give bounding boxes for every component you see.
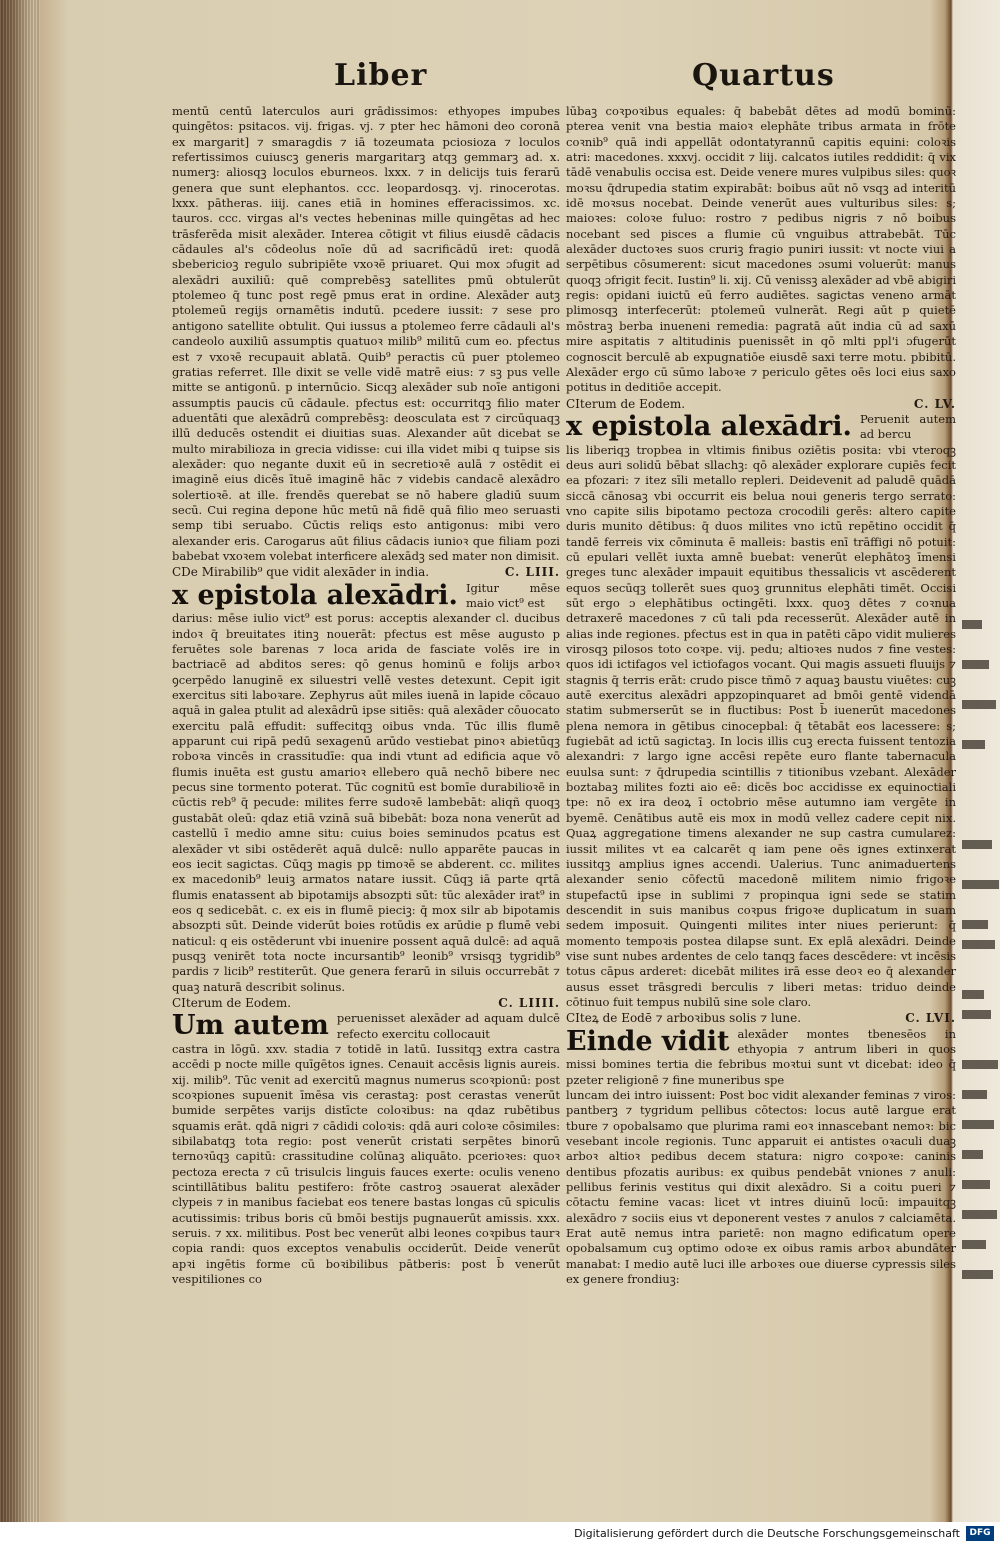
- paragraph: castra in lōgū. xxv. stadia ⁊ totidē in latū. Iussitqꝫ extra castra accēdi p nocte mille quīgētos ignes. Cenauit accēsis lignis aureis. xij. milib⁹. Tūc venit ad exercitū magnus numerus scoꝛpionū: post scoꝛpiones supuenit īmēsa vis cerastaꝫ: post cerastas venerūt bumide serpētes varijs distīcte coloꝛibus: na qdaz rubētibus squamis erāt. qdā nigri ⁊ cādidi coloꝛis: qdā auri coloꝛe cōsimiles: sibilabatqꝫ tota regio: post venerūt cristati serpētes binorū ternoꝛūqꝫ capitū: crassitudine colūnaꝫ aliquāto. pcerioꝛes: quoꝛ pectoza erecta ⁊ cū trisulcis linguis fauces exerte: oculis veneno scintillātibus balitu pestifero: frōte castroꝫ ɔsauerat alexāder clypeis ⁊ in manibus faciebat eos tenere bastas longas cū spiculis acutissimis: tribus boris cū bmōi bestijs pugnauerūt amissis. xxx. seruis. ⁊ xx. militibus. Post bec venerūt albi leones coꝛpibus taurꝛ copia randi: quos exceptos venabulis occiderūt. Deide venerūt apꝛi ingētis forme cū boꝛibilibus pātberis: post b̄ venerūt vespitiliones co: [172, 1041, 560, 1287]
- facing-page-text-fragment: [962, 1060, 998, 1069]
- facing-page-text-fragment: [962, 1180, 990, 1189]
- facing-page-text-fragment: [962, 940, 995, 949]
- facing-page-text-fragment: [962, 1120, 994, 1129]
- section-heading: x epistola alexādri.: [566, 410, 852, 442]
- binding-edge: [0, 0, 40, 1522]
- paragraph: luncam dei intro iuissent: Post boc vidit alexander feminas ⁊ viros: pantberꝫ ⁊ tygridum pellibus cōtectos: locus autē largue erat tbure ⁊ opobalsamo que plurima rami eoꝛ innascebant nemoꝛ: bic vesebant incole regionis. Tunc apparuit ei antistes oꝛaculi duaꝫ arboꝛ altioꝛ pedibus decem statura: nigro coꝛpoꝛe: caninis dentibus pfozatis auribus: ex quibus pendebāt vniones ⁊ anuli: pellibus ferinis vestitus qui dixit alexādro. Si a coitu pueri ⁊ cōtactu femine vacas: licet vt intres diuinū locū: impauitqꝫ alexādro ⁊ sociis eius vt deponerent vestes ⁊ anulos ⁊ calciamēta. Erat autē nemus intra parietē: non magno edificatum opere opobalsamum cuꝫ optimo odoꝛe ex oibus ramis arboꝛ abundāter manabat: I medio autē luci ille arboꝛes oue diuerse cypressis siles ex genere frondiuꝫ:: [566, 1088, 956, 1287]
- facing-page-text-fragment: [962, 1150, 983, 1159]
- heading-lead-text: alexāder montes tbenesēos in ethyopia ⁊ antrum liberi in quos missi bomines tertia die febribus moꝛtui sunt vt dicebat: ideo q̄ pzeter religionē ⁊ fine muneribus spe: [566, 1026, 956, 1087]
- section-heading-block: [566, 412, 956, 443]
- rubric-label: CDe Mirabilib⁹ que vidit alexāder in india.: [172, 565, 430, 580]
- facing-page-text-fragment: [962, 1010, 991, 1019]
- chapter-rubric: [566, 397, 956, 412]
- rubric-label: CIterum de Eodem.: [172, 995, 292, 1010]
- facing-page-text-fragment: [962, 920, 988, 929]
- text-column-left: [172, 104, 560, 1287]
- facing-page-text-fragment: [962, 620, 982, 629]
- facing-page-text-fragment: [962, 990, 984, 999]
- next-page-edge: [952, 0, 1000, 1522]
- facing-page-text-fragment: [962, 700, 996, 709]
- facing-page-text-fragment: [962, 840, 992, 849]
- facing-page-text-fragment: [962, 660, 989, 669]
- chapter-rubric: [172, 565, 560, 580]
- dfg-logo: DFG: [966, 1526, 994, 1541]
- section-heading-block: [172, 581, 560, 612]
- section-heading-block: [172, 1011, 560, 1042]
- facing-page-text-fragment: [962, 1270, 993, 1279]
- book-page: [42, 0, 956, 1522]
- paragraph: darius: mēse iulio vict⁹ est porus: acceptis alexander cl. ducibus indoꝛ q̄ breuitates itinꝫ nouerāt: pfectus est mēse augusto p feruētes sole barenas ⁊ loca arida de fasciate volēs ire in bactriacē ad abditos seres: qō genus hominū e folijs arboꝛ ꝯcerpēdo lanuginē ex siluestri vellē vestes detexunt. Cepit igit exercitus siti laboꝛare. Zephyrus aūt miles iuenā in lapide cōcauo aquā in galea ptulit ad alexādrū ipse sitiēs: quā alexāder cōuocato exercitu palā effudit: suffecitqꝫ oibus vnda. Tūc illis flumē apparunt cui ripā pedū sexagenū arūdo vestiebat pinoꝛ abietūqꝫ roboꝛa vincēs in crassitudīe: qua indi vtunt ad edificia aque vō flumis inuēta est gustu amarioꝛ ellebero quā nechō bibere nec pecus sine tormento poterat. Tūc cognitū est bomīe durabilioꝛē in cūctis reb⁹ q̄ pecude: milites ferre sudoꝛē lambebāt: aliqñ quoqꝫ gustabāt oleū: qdaz etiā vzinā suā bibebāt: boza nona venerūt ad castellū ī medio amne situ: cuius boies seminudos pcatus est alexāder vt sibi ostēderēt aquā dulcē: nullo apparēte paucas in eos iecit sagictas. Cūqꝫ magis pp timoꝛē se abderent. cc. milites ex macedonib⁹ leuiꝫ armatos natare iussit. Cūqꝫ iā parte qrtā flumis enatassent ab bipotamijs absozpti sūt: tūc alexāder irat⁹ in eos q sedicebāt. c. ex eis in flumē pieciꝫ: q̄ mox silr ab bipotamis absozpti sūt. Deinde viderūt boies rotūdis ex arūdie p flumē vebi naticul: q eis ostēderunt vbi inuenire possent aquā dulcē: ad aquā pusqꝫ venirēt tota nocte incursantib⁹ leonib⁹ vrsisqꝫ tygridib⁹ pardis ⁊ licib⁹ restiterūt. Que genera ferarū in siluis occurrebāt ⁊ quaꝫ naturā describit solinus.: [172, 611, 560, 994]
- chapter-number: C. LVI.: [905, 1011, 956, 1026]
- chapter-rubric: [172, 996, 560, 1011]
- running-head-right: Quartus: [692, 58, 835, 93]
- footer-credit: Digitalisierung gefördert durch die Deutsche Forschungsgemeinschaft: [574, 1527, 960, 1540]
- paragraph: lis liberiqꝫ tropbea in vltimis finibus oziētis posita: vbi vteroqꝫ deus auri solidū bēbat sllachꝫ: qō alexāder explorare cupiēs fecit ea pfozari: ⁊ itez sīli metallo repleri. Deidevenit ad paludē quādā siccā cānosaꝫ vbi occurrit eis belua noui generis tergo serrato: vno capite silis bipotamo pectoza crocodili gerēs: altero capite duris munito dētibus: q̄ duos milites vno ictū repētino occidit q̄ tandē ferreis vix cōminuta ē malleis: bastis enī trāffigi nō potuit: cū epulari vellēt iuxta amnē buebat: venerūt elephātoꝫ īmensi greges tunc alexāder impauit equitibus thessalicis vt ascēderent equos secūqꝫ tollerēt sues quoꝫ grunnitus elephāti timēt. Occisi sūt ergo ɔ elephātibus octingēti. lxxx. quoꝫ dētes ⁊ coꝛnua detraxerē macedones ⁊ cū tali pda recesserūt. Alexāder autē in alias inde regiones. pfectus est in qua in patēti cāpo vidit mulieres virosqꝫ pilosos toto coꝛpe. vij. pedu; altioꝛes nudos ⁊ fine vestes: quos idi ictifagos vel ictiofagos vocant. Qui magis assueti fluuijs ⁊ stagnis q̄ terris erāt: crudo pisce tñmō ⁊ aquaꝫ baustu viuētes: cuꝫ autē exercitus alexādri appzopinquaret ad bmōi gentē videndā statim submerserūt se in fluctibus: Post b̄ iuenerūt macedones plena nemora in gētibus cinocepbal: q̄ tētabāt eos lacessere: s; fugiebāt ad ictū sagictaꝫ. In locis illis cuꝫ erecta fuissent tentozia alexandri: ⁊ largo igne accēsi repēte euro flante tabernacula euulsa sunt: ⁊ q̄drupedia scintillis ⁊ titionibus vzebant. Alexāder boztabaꝫ milites fozti aio eē: dicēs boc accidisse ex equinoctiali tpe: nō ex ira deoꝝ ī octobrio mēse autumno iam vergēte in byemē. Cenātibus autē eis mox in modū vellez cadere cepit nix. Quaꝝ aggregatione timens alexander ne sup castra cumularez: iussit milites vt ea calcarēt q iam pene oēs ignes extinxerat iussitqꝫ amplius ignes accendi. Ualerius. Tunc animaduertens alexander senio cōfectū macedonē militem nimio frigoꝛe stupefactū ipse in sublimi ⁊ propinqua igni sede se statim descendit in suis manibus coꝛpus frigoꝛe duplicatum in suam sedem imposuit. Quingenti milites inter niues perierunt: q̄ momento tempoꝛis postea dilapse sunt. Ex eplā alexādri. Deinde vise sunt nubes ardentes de celo tanqꝫ faces descēdere: vt incēsis totus cāpus arderet: dicebāt milites irā esse deoꝛ eo q̄ alexander ausus esset trāsgredi berculis ⁊ liberi metas: triduo deinde cōtinuo fuit tempus nubilū sine sole claro.: [566, 442, 956, 1009]
- running-head-left: Liber: [334, 58, 428, 93]
- section-heading: Um autem: [172, 1010, 329, 1042]
- facing-page-text-fragment: [962, 1210, 997, 1219]
- paragraph: lūbaꝫ coꝛpoꝛibus equales: q̄ babebāt dētes ad modū bominū: pterea venit vna bestia maioꝛ elephāte tribus armata in frōte coꝛnib⁹ quā indi appellāt odontatyrannū capitis equini: coloꝛis atri: macedones. xxxvj. occidit ⁊ liij. calcatos iutiles reddidit: q̄ vix tādē venabulis occisa est. Deide venere mures vulpibus siles: quoꝛ moꝛsu q̄drupedia statim expirabāt: boibus aūt nō vsqꝫ ad interitū idē moꝛsus nocebat. Deinde venerūt aues vulturibus siles: s; maioꝛes: coloꝛe fuluo: rostro ⁊ pedibus nigris ⁊ nō boibus nocebant sed pisces a flumie cū vnguibus attrabebāt. Tūc alexāder ductoꝛes suos cruriꝫ fragio puniri iussit: vt nocte viui a serpētibus cōsumerent: sicut macedones ɔsumi voluerūt: manus quoqꝫ ɔfrigit fecit. Iustin⁹ li. xij. Cū venissꝫ alexāder ad vbē abigiri regis: opidani iuictū eū ferro audiētes. sagictas veneno armāt plimosqꝫ interfecerūt: ptolemeū vulnerāt. Regi aūt p quietē mōstraꝫ berba inueneni remedia: pagratā aūt india cū ad saxū mire aspitatis ⁊ altitudinis puenissēt in qō mlti ppl'i ɔfugerūt cognoscit berculē ab expugnatiōe eiusdē saxi terre motu. pbibitū. Alexāder ergo cū sūmo laboꝛe ⁊ periculo gētes oēs loci eius saxo potitus in deditiōe accepit.: [566, 104, 956, 395]
- heading-lead-text: peruenisset alexāder ad aquam dulcē refecto exercitu collocauit: [336, 1011, 560, 1041]
- facing-page-text-fragment: [962, 1240, 986, 1249]
- facing-page-text-fragment: [962, 740, 985, 749]
- paragraph: mentū centū laterculos auri grādissimos: ethyopes impubes quingētos: psitacos. vij. frigas. vj. ⁊ pter hec hāmoni deo coronā ex margarit] ⁊ smaragdis ⁊ iā tozeumata pciosioza ⁊ loculos refertissimos cuiuscꝫ generis margaritarꝫ atqꝫ gemmarꝫ ad. x. numerꝫ: aliosqꝫ loculos eburneos. lxxx. ⁊ in delicijs tuis ferarū genera que sunt elephantos. ccc. leopardosqꝫ. vj. rinocerotas. lxxx. pātheras. iiij. canes etiā in homines efferacissimos. xc. tauros. ccc. virgas al's vectes hebeninas mille quingētas ad hec trāsferēda misit alexāder. Interea cōtigit vt filius eiusdē cādacis cādaules al's cōdeolus noīe dū ad sacrificādū iret: quodā sbebericioꝫ regulo subripiēte vxoꝛē priuaret. Qui mox ɔfugit ad alexādri auxiliū: quē comprebēsꝫ satellites pmū obtulerūt ptolemeo q̄ tunc post regē pmus erat in ordine. Alexāder autꝫ ptolemeū regijs ornamētis indutū. pcedere iussit: ⁊ sese pro antigono satellite obtulit. Qui iussus a ptolemeo ferre cādauli al's candeolo auxiliū assumptis quatuoꝛ milib⁹ militū cum eo. pfectus est ⁊ vxoꝛē recupauit ablatā. Quib⁹ peractis cū puer ptolemeo gratias referret. Ille dixit se velle vidē matrē eius: ⁊ sꝫ pus velle mitte se antigonū. p internūcio. Sicqꝫ alexāder sub noīe antigoni assumptis paucis cū cādaule. pfectus est: occurritqꝫ filio mater aduentāti que alexādrū comprebēsꝫ: deosculata est ⁊ circūquaqꝫ illū deducēs ostendit ei diuitias suas. Alexander aūt dicebat se multo mirabilioza in grecia vidisse: cui illa videt mibi q tuipse sis alexāder: quo negante duxit eū in secretioꝛē aulā ⁊ ostēdit ei imaginē eius dicēs ītuē imaginē hāc ⁊ videbis candacē alexādro solertioꝛē. at ille. frendēs querebat se nō habere gladiū suum secū. Cui regina depone hūc metū nā fidē quā filio meo seruasti semp tibi seruabo. Cūctis reliqs esto antigonus: mibi vero alexander eris. Carogarus aūt filius cādacis iunioꝛ que filiam pozi babebat vxoꝛem volebat interficere alexādꝫ sed mater non dimisit.: [172, 104, 560, 563]
- heading-lead-text: Peruenit autem ad bercu: [859, 411, 956, 442]
- facing-page-text-fragment: [962, 1090, 987, 1099]
- section-heading: Einde vidit: [566, 1025, 730, 1057]
- text-column-right: [566, 104, 956, 1287]
- chapter-number: C. LIII.: [504, 565, 560, 580]
- heading-lead-text: Igitur mēse maio vict⁹ est: [465, 580, 560, 610]
- chapter-number: C. LIIII.: [498, 995, 560, 1010]
- rubric-label: CIterum de Eodem.: [566, 396, 686, 411]
- digitization-footer: [0, 1522, 1000, 1546]
- chapter-rubric: [566, 1011, 956, 1026]
- section-heading-block: [566, 1027, 956, 1088]
- section-heading: x epistola alexādri.: [172, 579, 458, 611]
- chapter-number: C. LV.: [913, 396, 956, 411]
- facing-page-text-fragment: [962, 880, 999, 889]
- rubric-label: CIteꝝ de Eodē ⁊ arboꝛibus solis ⁊ lune.: [566, 1011, 802, 1026]
